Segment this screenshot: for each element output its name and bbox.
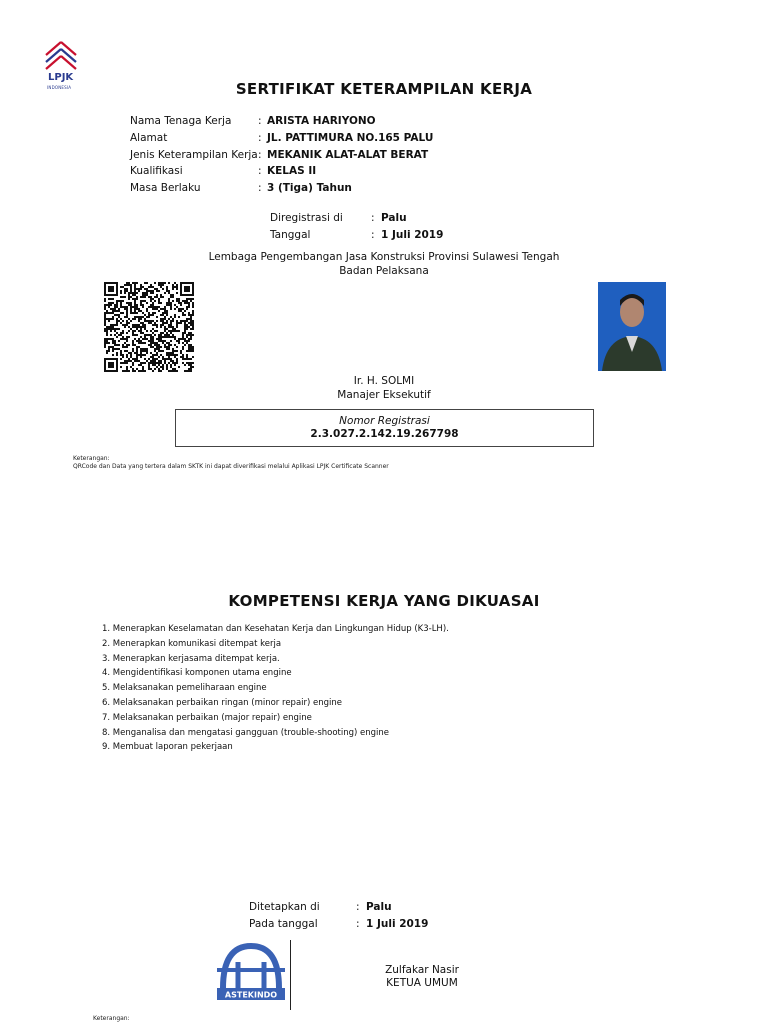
- list-item: 5. Melaksanakan pemeliharaan engine: [102, 683, 267, 694]
- list-item: 2. Menerapkan komunikasi ditempat kerja: [102, 638, 282, 649]
- ketua: [362, 964, 482, 990]
- ketua-name: Zulfakar Nasir: [385, 964, 459, 976]
- certificate-title: SERTIFIKAT KETERAMPILAN KERJA: [235, 80, 533, 98]
- established-place-row: Ditetapkan di : Palu: [249, 900, 392, 913]
- signer: [0, 374, 768, 402]
- note: [73, 455, 389, 471]
- registration-label: Tanggal: [270, 229, 311, 242]
- info-label: Alamat: [130, 132, 168, 145]
- registration-place-row: Diregistrasi di : Palu: [270, 211, 407, 224]
- competence-title: KOMPETENSI KERJA YANG DIKUASAI: [228, 592, 540, 610]
- list-item: 9. Membuat laporan pekerjaan: [102, 742, 233, 753]
- institution: [0, 250, 768, 278]
- registration-number-box: [175, 409, 594, 447]
- established-date-row: Pada tanggal : 1 Juli 2019: [249, 918, 429, 931]
- divider: [290, 940, 291, 1010]
- ketua-role: KETUA UMUM: [386, 977, 458, 989]
- info-label: Nama Tenaga Kerja: [130, 115, 232, 128]
- competence-list: [102, 622, 449, 755]
- info-row-qualification: Kualifikasi : KELAS II: [130, 165, 317, 178]
- astekindo-text: ASTEKINDO: [224, 990, 278, 1000]
- registration-value: Palu: [381, 211, 407, 224]
- logo-subtext: INDONESIA: [47, 85, 72, 90]
- established-value: Palu: [366, 900, 392, 913]
- info-row-validity: Masa Berlaku : 3 (Tiga) Tahun: [130, 182, 352, 195]
- note-bottom: Keterangan:: [93, 1015, 130, 1022]
- institution-unit: Badan Pelaksana: [339, 265, 429, 277]
- established-label: Ditetapkan di: [249, 900, 320, 913]
- list-item: 4. Mengidentifikasi komponen utama engine: [102, 668, 292, 679]
- info-value: KELAS II: [267, 165, 317, 178]
- established-info: [249, 898, 428, 933]
- registration-date-row: Tanggal : 1 Juli 2019: [270, 229, 444, 242]
- established-label: Pada tanggal: [249, 918, 318, 931]
- info-label: Jenis Keterampilan Kerja: [130, 148, 258, 161]
- signer-role: Manajer Eksekutif: [337, 389, 431, 401]
- institution-name: Lembaga Pengembangan Jasa Konstruksi Provinsi Sulawesi Tengah: [208, 251, 560, 263]
- note-text: QRCode dan Data yang tertera dalam SKTK ini dapat diverifikasi melalui Aplikasi LPJK Certificate Scanner: [73, 463, 389, 470]
- logo-text: LPJK: [48, 72, 74, 83]
- list-item: 3. Menerapkan kerjasama ditempat kerja.: [102, 653, 280, 664]
- qr-code: [104, 282, 194, 372]
- info-row-address: Alamat : JL. PATTIMURA NO.165 PALU: [130, 132, 434, 145]
- established-value: 1 Juli 2019: [366, 918, 429, 931]
- note-title: Keterangan:: [73, 455, 110, 462]
- registration-number-caption: Nomor Registrasi: [339, 415, 430, 427]
- list-item: 1. Menerapkan Keselamatan dan Kesehatan Kerja dan Lingkungan Hidup (K3-LH).: [102, 624, 449, 634]
- holder-photo: [598, 282, 666, 371]
- info-row-name: Nama Tenaga Kerja : ARISTA HARIYONO: [130, 115, 376, 128]
- holder-info: [130, 113, 433, 196]
- info-value: ARISTA HARIYONO: [267, 115, 376, 128]
- signer-name: Ir. H. SOLMI: [353, 375, 415, 387]
- info-label: Kualifikasi: [130, 165, 183, 178]
- info-value: JL. PATTIMURA NO.165 PALU: [267, 132, 434, 145]
- info-value: 3 (Tiga) Tahun: [267, 182, 352, 195]
- info-label: Masa Berlaku: [130, 182, 201, 195]
- list-item: 7. Melaksanakan perbaikan (major repair) engine: [102, 712, 312, 723]
- info-row-skill: Jenis Keterampilan Kerja : MEKANIK ALAT-ALAT BERAT: [130, 148, 429, 161]
- registration-info: [270, 209, 443, 244]
- registration-label: Diregistrasi di: [270, 211, 343, 224]
- registration-number: 2.3.027.2.142.19.267798: [310, 428, 459, 440]
- registration-value: 1 Juli 2019: [381, 229, 444, 242]
- list-item: 8. Menganalisa dan mengatasi gangguan (trouble-shooting) engine: [102, 727, 390, 738]
- info-value: MEKANIK ALAT-ALAT BERAT: [267, 148, 429, 161]
- list-item: 6. Melaksanakan perbaikan ringan (minor repair) engine: [102, 697, 343, 708]
- astekindo-logo: [215, 940, 287, 1006]
